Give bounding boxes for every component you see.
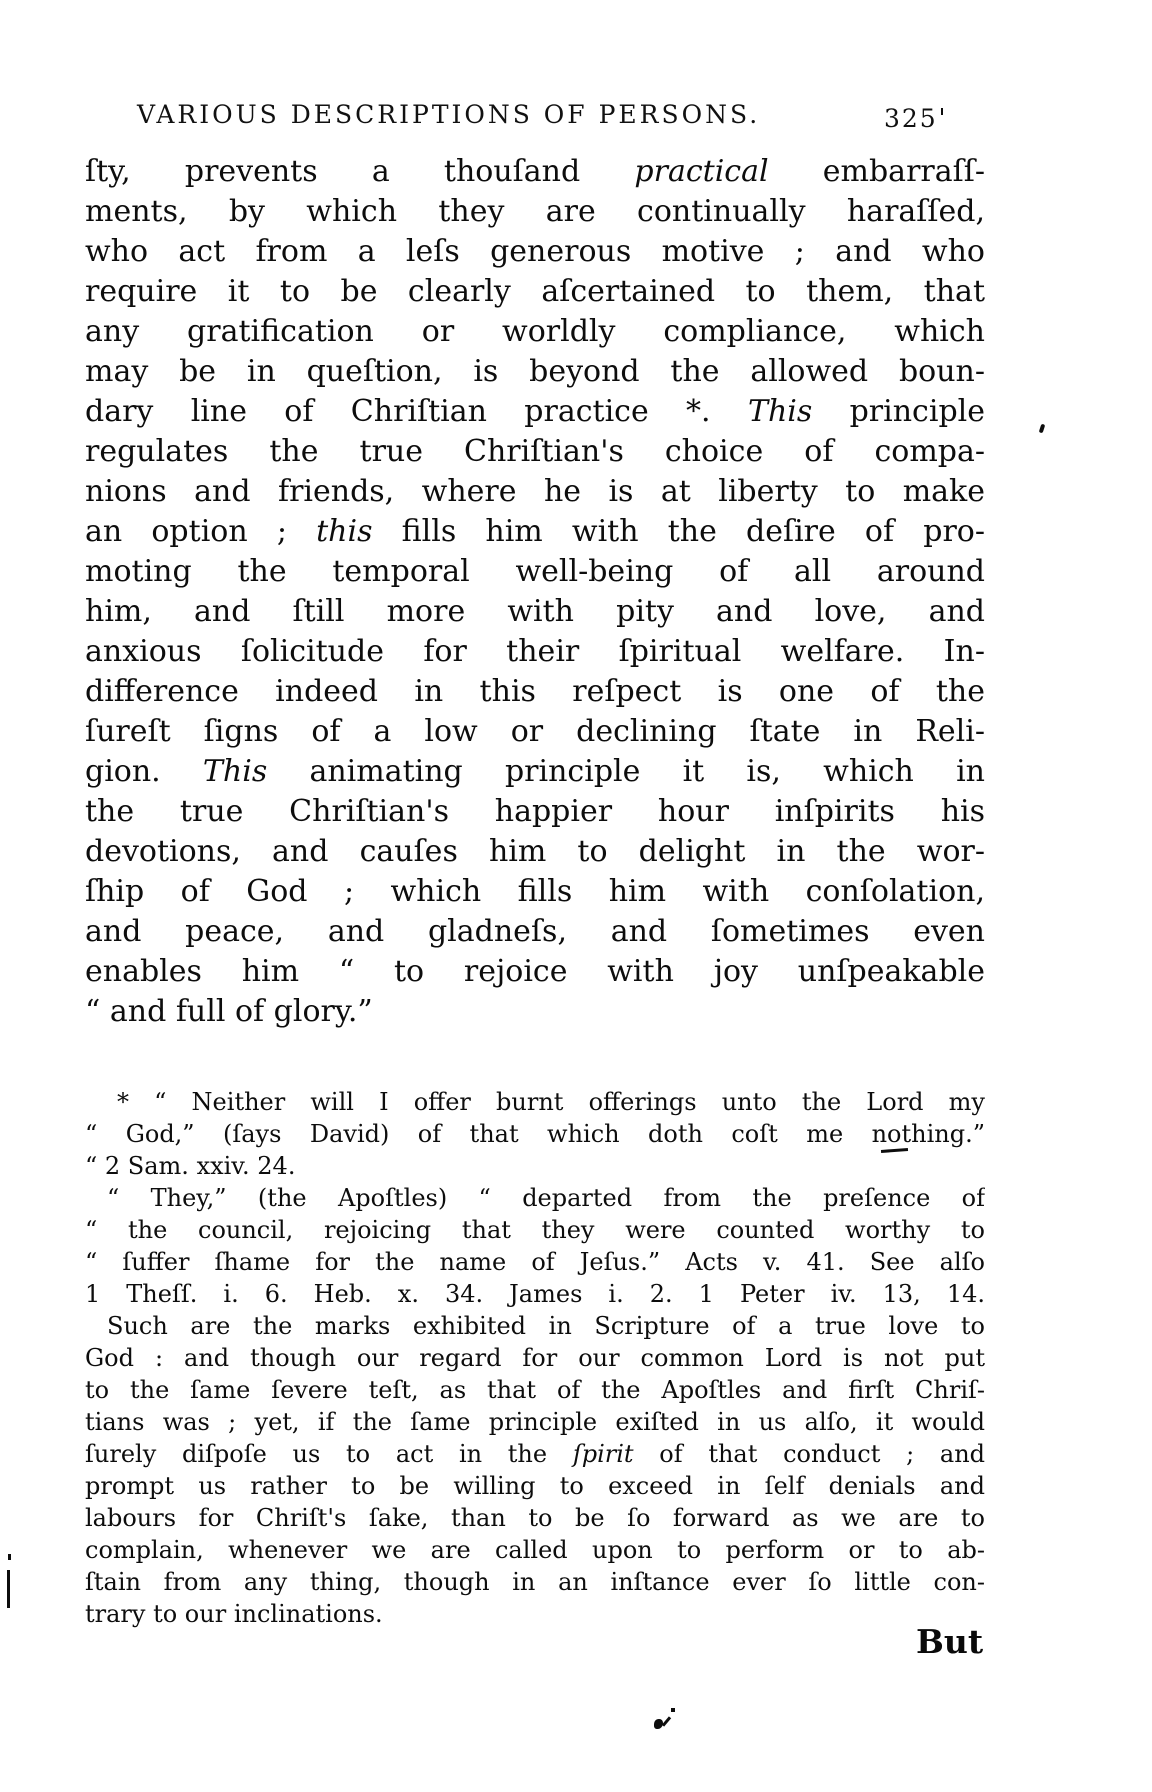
ink-speck: [1039, 424, 1046, 434]
footnote-line-11: [85, 1406, 985, 1438]
text-segment: God : and though our regard for our common Lord is not put: [85, 1344, 985, 1372]
text-segment: * “ Neither will I offer burnt offerings unto the Lord my: [117, 1088, 985, 1116]
footnote-line-17: [85, 1598, 985, 1630]
text-segment: “ and full of glory.”: [85, 994, 373, 1029]
text-segment: 1 Theſſ. i. 6. Heb. x. 34. James i. 2. 1 Peter iv. 13, 14.: [85, 1280, 985, 1308]
text-segment: nions and friends, where he is at liberty to make: [85, 474, 985, 509]
footnote-line-5: [85, 1214, 985, 1246]
footnote-line-16: [85, 1566, 985, 1598]
text-segment: prompt us rather to be willing to exceed in ſelf denials and: [85, 1472, 985, 1500]
body-line-19: [85, 872, 985, 912]
footnote-line-14: [85, 1502, 985, 1534]
footnote-line-2: [85, 1118, 985, 1150]
body-line-6: [85, 352, 985, 392]
ink-speck: [662, 1716, 671, 1726]
body-line-21: [85, 952, 985, 992]
text-segment: who act from a leſs generous motive ; and who: [85, 234, 985, 269]
body-line-4: [85, 272, 985, 312]
text-segment: enables him “ to rejoice with joy unſpeakable: [85, 954, 985, 989]
footnote-line-12: [85, 1438, 985, 1470]
italic-text: ſpirit: [572, 1440, 634, 1468]
body-line-8: [85, 432, 985, 472]
body-line-10: [85, 512, 985, 552]
body-line-7: [85, 392, 985, 432]
text-segment: difference indeed in this reſpect is one of the: [85, 674, 985, 709]
text-segment: ſureſt ſigns of a low or declining ſtate in Reli-: [85, 714, 985, 749]
text-segment: devotions, and cauſes him to delight in the wor-: [85, 834, 985, 869]
footnote-line-9: [85, 1342, 985, 1374]
body-line-14: [85, 672, 985, 712]
text-segment: anxious ſolicitude for their ſpiritual welfare. In-: [85, 634, 985, 669]
text-segment: “ God,” (ſays David) of that which doth coſt me nothing.”: [85, 1120, 985, 1148]
text-segment: “ They,” (the Apoſtles) “ departed from the preſence of: [107, 1184, 985, 1212]
text-segment: ſurely diſpoſe us to act in the: [85, 1440, 573, 1468]
body-line-11: [85, 552, 985, 592]
italic-text: This: [747, 394, 813, 429]
footnote-line-8: [85, 1310, 985, 1342]
text-segment: require it to be clearly aſcertained to them, that: [85, 274, 985, 309]
margin-ink-dot: [8, 1554, 11, 1560]
text-segment: ſty, prevents a thouſand: [85, 154, 635, 189]
body-line-5: [85, 312, 985, 352]
text-segment: gion.: [85, 754, 203, 789]
body-text-block: [85, 152, 985, 1032]
body-line-17: [85, 792, 985, 832]
italic-text: practical: [634, 154, 769, 189]
text-segment: embarraſſ-: [768, 154, 985, 189]
text-segment: may be in queſtion, is beyond the allowed boun-: [85, 354, 985, 389]
footnote-line-15: [85, 1534, 985, 1566]
catchword: But: [916, 1622, 984, 1661]
footnote-line-6: [85, 1246, 985, 1278]
footnote-block: [85, 1086, 985, 1630]
ink-speck: [941, 108, 943, 115]
italic-text: This: [202, 754, 268, 789]
text-segment: ſtain from any thing, though in an inſtance ever ſo little con-: [85, 1568, 985, 1596]
body-line-2: [85, 192, 985, 232]
text-segment: to the ſame ſevere teſt, as that of the Apoſtles and firſt Chriſ-: [85, 1376, 985, 1404]
body-line-9: [85, 472, 985, 512]
footnote-line-4: [85, 1182, 985, 1214]
text-segment: regulates the true Chriſtian's choice of compa-: [85, 434, 985, 469]
footnote-line-7: [85, 1278, 985, 1310]
text-segment: moting the temporal well-being of all around: [85, 554, 985, 589]
text-segment: animating principle it is, which in: [267, 754, 985, 789]
page-number: 325: [884, 104, 938, 133]
text-segment: ſhip of God ; which fills him with conſolation,: [85, 874, 985, 909]
footnote-line-13: [85, 1470, 985, 1502]
margin-ink-line: [7, 1570, 10, 1608]
text-segment: principle: [812, 394, 985, 429]
body-line-18: [85, 832, 985, 872]
body-line-22: [85, 992, 985, 1032]
text-segment: an option ;: [85, 514, 317, 549]
body-line-20: [85, 912, 985, 952]
text-segment: of that conduct ; and: [633, 1440, 985, 1468]
footnote-line-3: [85, 1150, 985, 1182]
body-line-1: [85, 152, 985, 192]
italic-text: this: [316, 514, 373, 549]
text-segment: labours for Chriſt's ſake, than to be ſo forward as we are to: [85, 1504, 985, 1532]
text-segment: “ 2 Sam. xxiv. 24.: [85, 1152, 296, 1180]
footnote-line-10: [85, 1374, 985, 1406]
ink-speck: [671, 1708, 675, 1712]
footnote-line-1: [85, 1086, 985, 1118]
text-segment: any gratification or worldly compliance, which: [85, 314, 985, 349]
body-line-3: [85, 232, 985, 272]
body-line-12: [85, 592, 985, 632]
text-segment: the true Chriſtian's happier hour inſpirits his: [85, 794, 985, 829]
text-segment: and peace, and gladneſs, and ſometimes even: [85, 914, 985, 949]
text-segment: him, and ſtill more with pity and love, and: [85, 594, 985, 629]
running-header-title: VARIOUS DESCRIPTIONS OF PERSONS.: [137, 100, 761, 129]
text-segment: dary line of Chriſtian practice *.: [85, 394, 748, 429]
text-segment: tians was ; yet, if the ſame principle exiſted in us alſo, it would: [85, 1408, 985, 1436]
text-segment: fills him with the deſire of pro-: [372, 514, 985, 549]
text-segment: “ the council, rejoicing that they were counted worthy to: [85, 1216, 985, 1244]
text-segment: complain, whenever we are called upon to perform or to ab-: [85, 1536, 985, 1564]
body-line-15: [85, 712, 985, 752]
text-segment: trary to our inclinations.: [85, 1600, 383, 1628]
text-segment: ments, by which they are continually haraſſed,: [85, 194, 985, 229]
text-segment: Such are the marks exhibited in Scripture of a true love to: [107, 1312, 985, 1340]
body-line-16: [85, 752, 985, 792]
text-segment: “ ſuffer ſhame for the name of Jeſus.” Acts v. 41. See alſo: [85, 1248, 985, 1276]
body-line-13: [85, 632, 985, 672]
